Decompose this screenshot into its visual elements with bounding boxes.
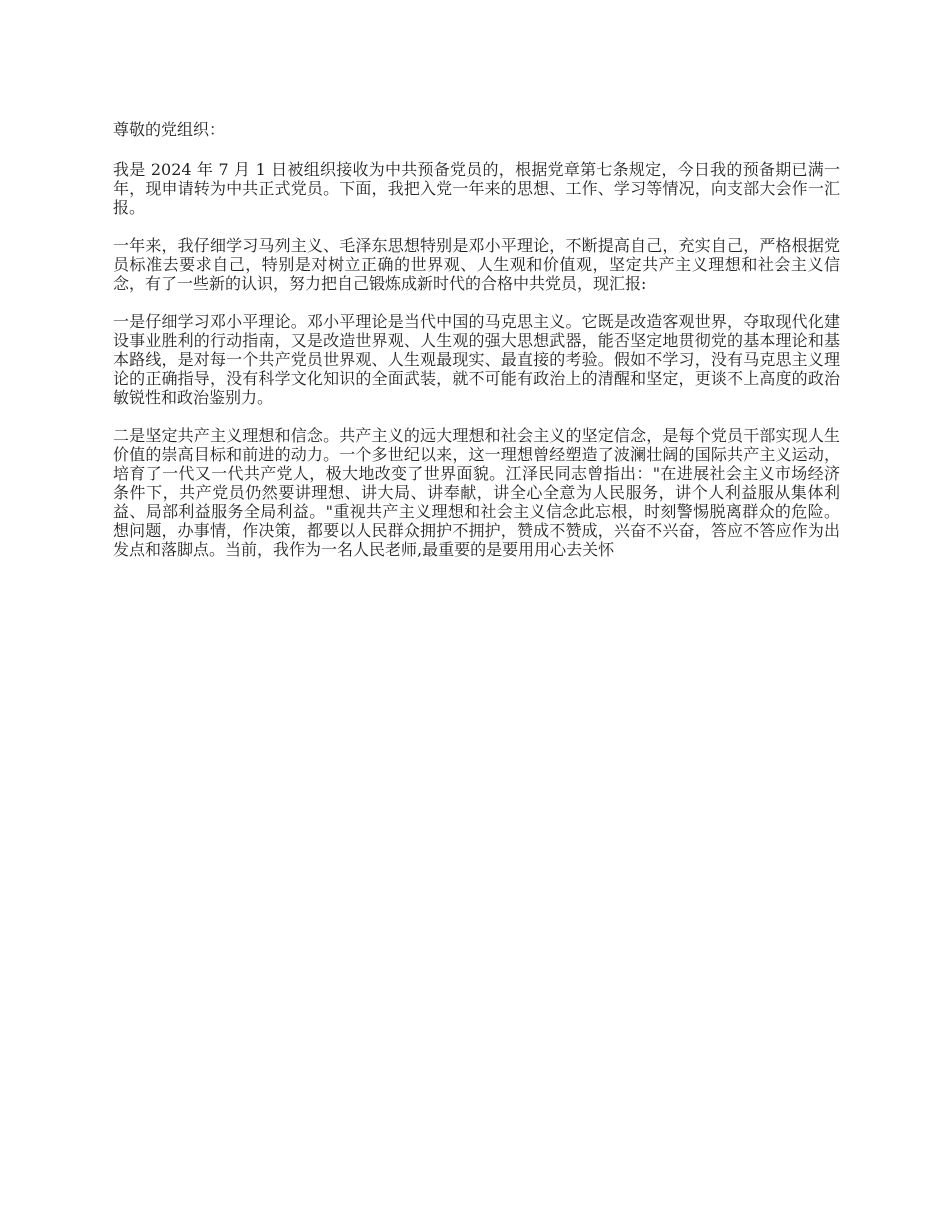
paragraph-intro: 我是 2024 年 7 月 1 日被组织接收为中共预备党员的，根据党章第七条规定，今日我的预备期已满一年，现申请转为中共正式党员。下面，我把入党一年来的思想、工作、学习等情况，向支部大会作一汇报。: [113, 160, 840, 217]
paragraph-study-theory: 一是仔细学习邓小平理论。邓小平理论是当代中国的马克思主义。它既是改造客观世界，夺取现代化建设事业胜利的行动指南，又是改造世界观、人生观的强大思想武器，能否坚定地贯彻党的基本理论和基本路线，是对每一个共产党员世界观、人生观最现实、最直接的考验。假如不学习，没有马克思主义理论的正确指导，没有科学文化知识的全面武装，就不可能有政治上的清醒和坚定，更谈不上高度的政治敏锐性和政治鉴别力。: [113, 312, 840, 407]
paragraph-ideals-beliefs: 二是坚定共产主义理想和信念。共产主义的远大理想和社会主义的坚定信念，是每个党员干部实现人生价值的崇高目标和前进的动力。一个多世纪以来，这一理想曾经塑造了波澜壮阔的国际共产主义运动，培育了一代又一代共产党人，极大地改变了世界面貌。江泽民同志曾指出："在进展社会主义市场经济条件下，共产党员仍然要讲理想、讲大局、讲奉献，讲全心全意为人民服务，讲个人利益服从集体利益、局部利益服务全局利益。"重视共产主义理想和社会主义信念此忘根，时刻警惕脱离群众的危险。想问题，办事情，作决策，都要以人民群众拥护不拥护，赞成不赞成，兴奋不兴奋，答应不答应作为出发点和落脚点。当前，我作为一名人民老师,最重要的是要用用心去关怀: [113, 426, 840, 559]
paragraph-overview: 一年来，我仔细学习马列主义、毛泽东思想特别是邓小平理论，不断提高自己，充实自己，严格根据党员标准去要求自己，特别是对树立正确的世界观、人生观和价值观，坚定共产主义理想和社会主义信念，有了一些新的认识，努力把自己锻炼成新时代的合格中共党员，现汇报:: [113, 236, 840, 293]
salutation: 尊敬的党组织：: [113, 120, 226, 139]
document-body: [113, 120, 840, 578]
